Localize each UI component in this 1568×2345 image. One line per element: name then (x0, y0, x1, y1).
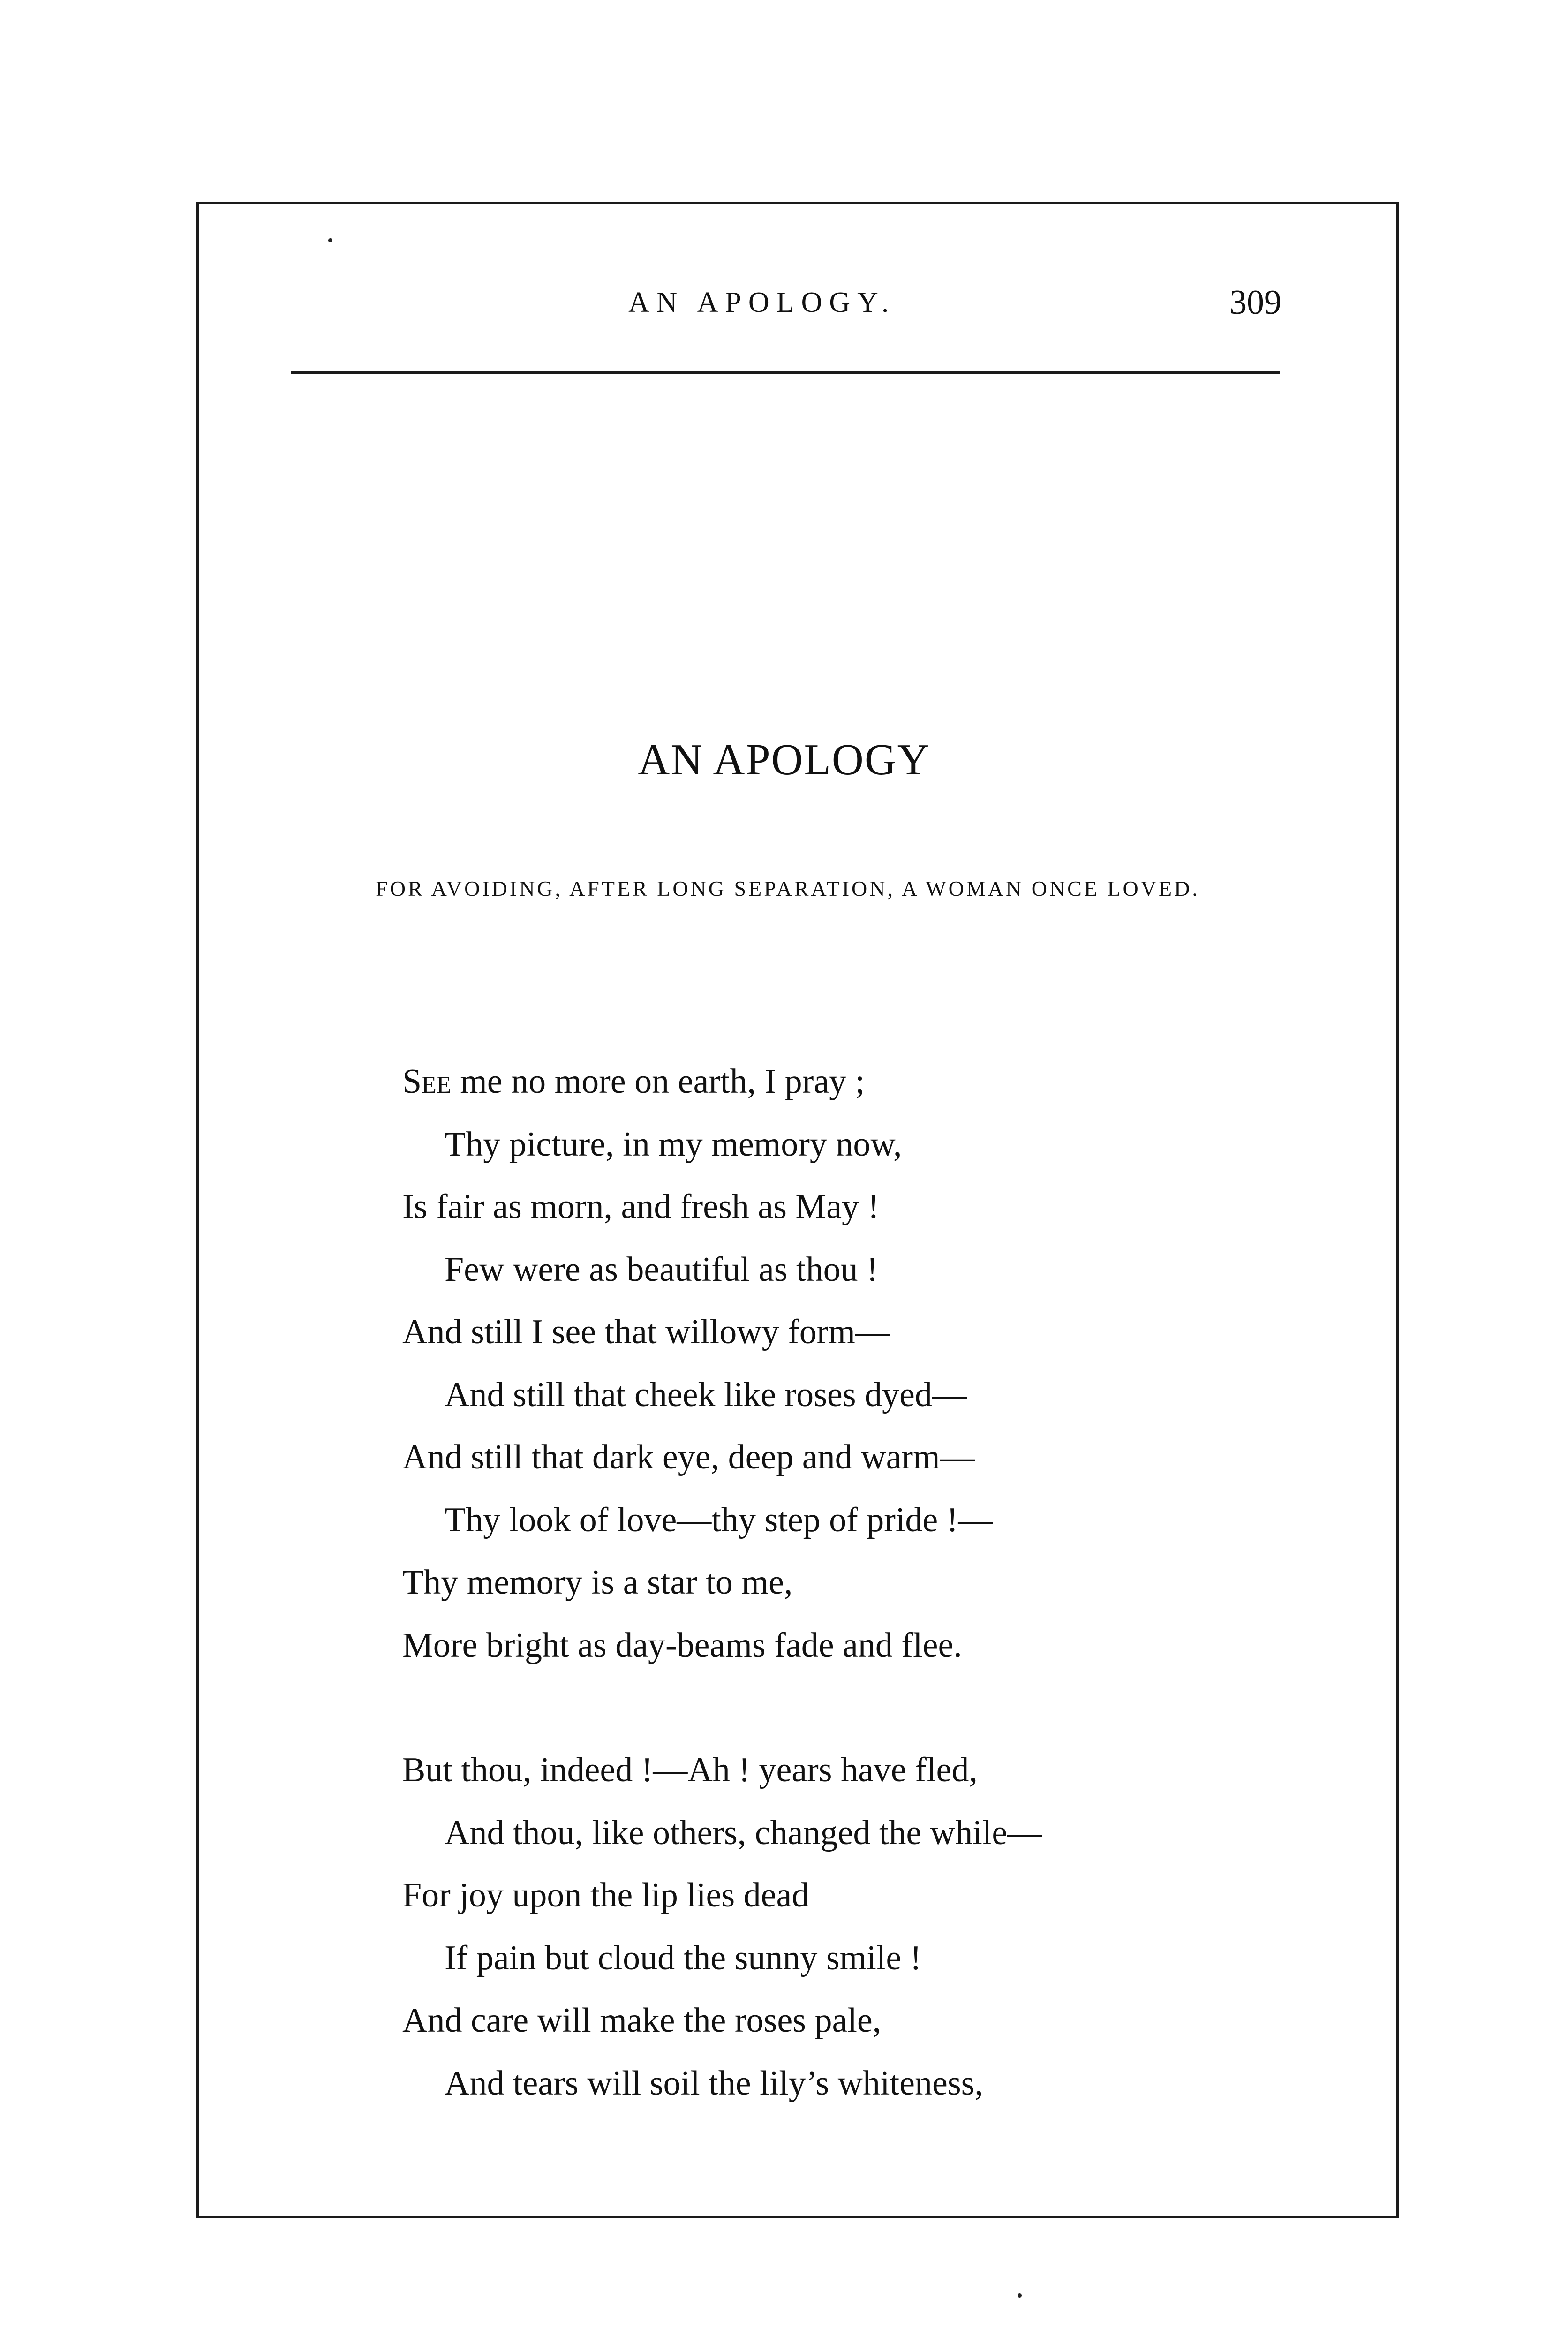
poem-subtitle: FOR AVOIDING, AFTER LONG SEPARATION, A WOMAN ONCE LOVED. (376, 877, 1200, 900)
poem-line: Thy look of love—thy step of pride !— (445, 1500, 993, 1539)
print-speck (328, 238, 332, 242)
print-speck (1018, 2293, 1022, 2298)
page-number: 309 (1229, 283, 1282, 322)
poem-line: And thou, like others, changed the while— (445, 1813, 1042, 1852)
poem-title: AN APOLOGY (638, 735, 930, 784)
header-rule (291, 371, 1280, 374)
poem-line (402, 1051, 1293, 1113)
poem-line: And still that dark eye, deep and warm— (402, 1438, 975, 1476)
poem-line: Thy picture, in my memory now, (445, 1125, 902, 1164)
poem-line: More bright as day-beams fade and flee. (402, 1626, 962, 1664)
poem-line: And care will make the roses pale, (402, 2001, 882, 2040)
poem-line: Is fair as morn, and fresh as May ! (402, 1188, 880, 1226)
poem-line: Thy memory is a star to me, (402, 1563, 793, 1602)
poem-line: And tears will soil the lily’s whiteness, (445, 2064, 983, 2103)
first-line-text: me no more on earth, I pray ; (451, 1062, 865, 1101)
running-head (0, 281, 1568, 324)
poem-line: Few were as beautiful as thou ! (445, 1250, 878, 1289)
stanza-1 (402, 1051, 1293, 1677)
poem-line: For joy upon the lip lies dead (402, 1876, 809, 1914)
opening-word: See (402, 1062, 452, 1101)
stanza-2 (402, 1739, 1293, 2115)
poem-line: If pain but cloud the sunny smile ! (445, 1938, 922, 1977)
running-head-title: AN APOLOGY. (628, 287, 896, 318)
poem-line: And still that cheek like roses dyed— (445, 1375, 967, 1414)
poem-line: And still I see that willowy form— (402, 1313, 890, 1351)
poem-line: But thou, indeed !—Ah ! years have fled, (402, 1751, 978, 1789)
